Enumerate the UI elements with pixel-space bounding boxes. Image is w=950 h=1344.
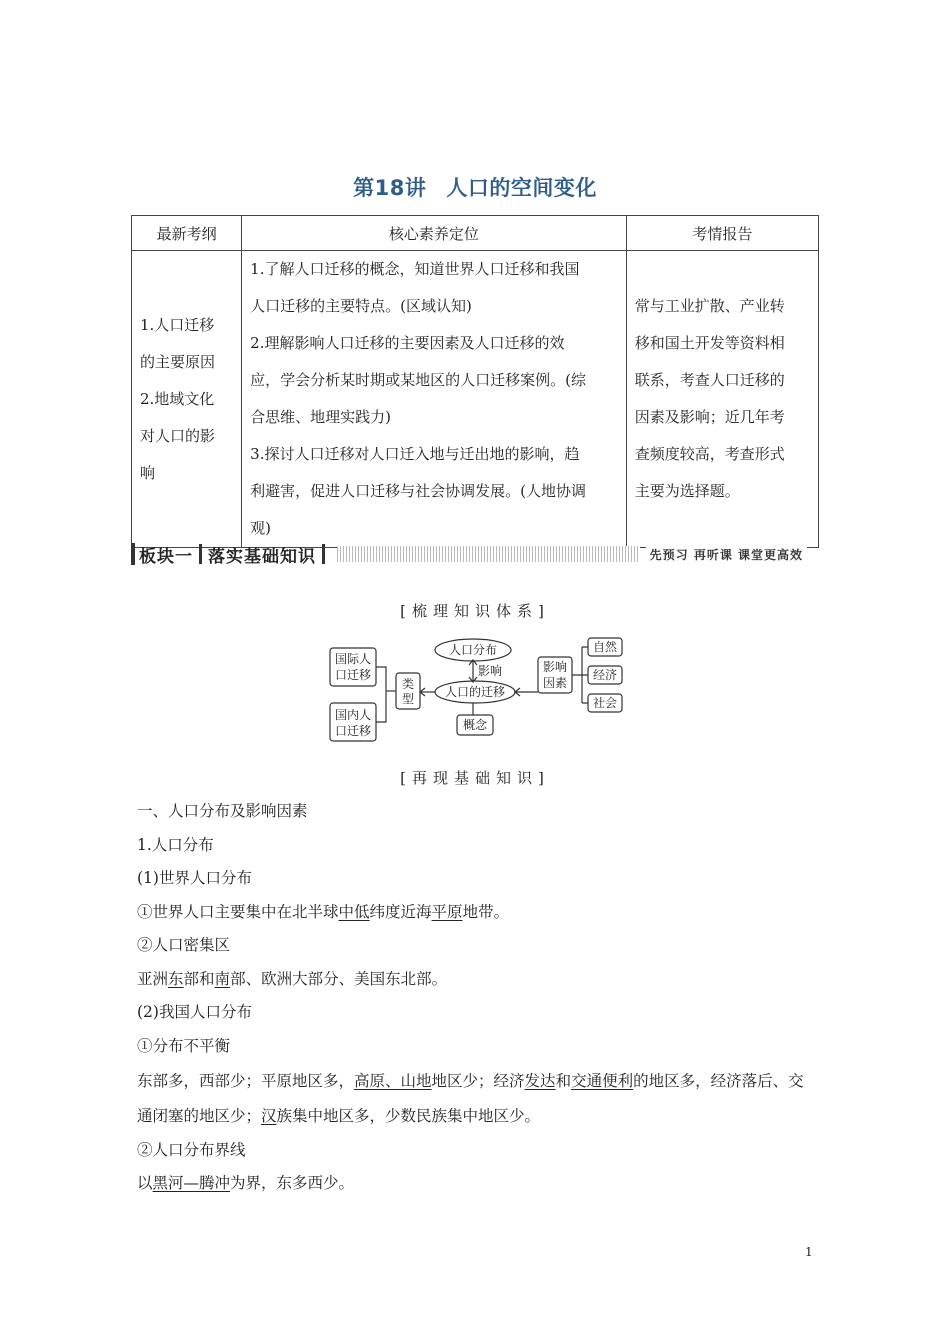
paragraph: [137, 963, 817, 997]
exam-outline-table: [131, 215, 819, 548]
diagram-label: 类: [401, 677, 415, 691]
banner-slogan: 先预习 再听课 课堂更高效: [646, 546, 807, 563]
paragraph: [137, 1100, 817, 1134]
cell-line: 人口迁移的主要特点。(区域认知): [250, 297, 472, 315]
paragraph: ②人口分布界线: [137, 1140, 246, 1159]
paragraph: ②人口密集区: [137, 936, 231, 954]
diagram-label: 经济: [592, 668, 618, 682]
table-row: [132, 251, 819, 548]
answer-span: 南: [214, 969, 231, 988]
body-content: [137, 795, 817, 1201]
section-heading-knowledge-system: [梳理知识体系]: [400, 602, 550, 620]
cell-line: 1.人口迁移: [140, 315, 215, 334]
header-cell: 核心素养定位: [242, 216, 627, 251]
text-span: ①世界人口主要集中在北半球: [137, 902, 339, 921]
text-span: 东部多，西部少；平原地区多，: [137, 1072, 355, 1090]
lecture-topic: 人口的空间变化: [446, 176, 597, 200]
heading-1: 一、人口分布及影响因素: [137, 802, 308, 820]
cell-line: 响: [140, 463, 156, 482]
cell-line: 因素及影响；近几年考: [634, 408, 785, 426]
cell-line: 2.地域文化: [140, 389, 215, 408]
cell-line: 利避害，促进人口迁移与社会协调发展。(人地协调: [250, 482, 587, 500]
answer-span: 高原、山地: [354, 1072, 432, 1090]
heading-3: (1)世界人口分布: [137, 869, 252, 887]
header-cell: 最新考纲: [132, 216, 242, 251]
text-span: 族集中地区多，少数民族集中地区少。: [276, 1107, 541, 1125]
diagram-label: 国内人: [334, 708, 372, 722]
banner-separator: [199, 544, 202, 564]
section-banner: [131, 541, 807, 567]
text-span: 部、欧洲大部分、美国东北部。: [230, 969, 448, 988]
cell-line: 应，学会分析某时期或某地区的人口迁移案例。(综: [250, 371, 587, 389]
cell-line: 对人口的影: [140, 426, 216, 445]
diagram-label: 因素: [542, 676, 568, 690]
cell-line: 联系，考查人口迁移的: [634, 371, 785, 389]
text-span: 部和: [183, 969, 215, 988]
text-span: 以: [137, 1174, 153, 1192]
diagram-label: 社会: [592, 696, 618, 710]
diagram-label: 人口分布: [448, 643, 498, 657]
text-span: 亚洲: [137, 969, 169, 988]
diagram-label: 人口的迁移: [444, 685, 506, 699]
text-span: 的地区多，经济落后、交: [633, 1072, 804, 1090]
answer-span: 发达: [524, 1072, 556, 1090]
bracket-line: [572, 647, 588, 703]
bracket-line: [376, 667, 386, 722]
text-span: 为界，东多西少。: [230, 1174, 355, 1192]
section-heading-basic-knowledge: [再现基础知识]: [400, 769, 550, 787]
cell-line: 3.探讨人口迁移对人口迁入地与迁出地的影响，趋: [250, 445, 580, 463]
outline-cell: [132, 251, 242, 548]
cell-line: 1.了解人口迁移的概念，知道世界人口迁移和我国: [250, 260, 580, 278]
diagram-label: 概念: [462, 718, 488, 732]
cell-line: 合思维、地理实践力): [250, 408, 392, 426]
paragraph: [137, 1167, 817, 1201]
paragraph: [137, 896, 817, 930]
diagram-label: 自然: [592, 640, 618, 654]
cell-line: 查频度较高，考查形式: [634, 445, 785, 463]
diagram-label: 国际人: [334, 652, 372, 666]
answer-span: 交通便利: [571, 1072, 634, 1090]
paragraph: ①分布不平衡: [137, 1036, 231, 1055]
banner-separator: [322, 544, 325, 564]
diagram-label: 口迁移: [334, 724, 372, 738]
knowledge-diagram: [320, 633, 630, 745]
literacy-cell: [242, 251, 627, 548]
lecture-number: 第18讲: [353, 176, 427, 200]
cell-line: 常与工业扩散、产业转: [634, 297, 785, 315]
diagram-label: 影响: [542, 660, 568, 674]
cell-line: 主要为选择题。: [634, 482, 740, 500]
page-title: [0, 172, 950, 202]
cell-line: 2.理解影响人口迁移的主要因素及人口迁移的效: [250, 334, 565, 352]
report-cell: [626, 251, 818, 548]
page-number: 1: [805, 1245, 813, 1259]
answer-span: 东: [168, 969, 184, 988]
cell-line: 移和国土开发等资料相: [634, 334, 785, 352]
banner-hatch: [337, 546, 640, 562]
diagram-label: 影响: [478, 664, 503, 678]
text-span: 纬度近海: [369, 902, 432, 921]
text-span: 地区少；经济: [431, 1072, 525, 1090]
cell-line: 的主要原因: [140, 352, 216, 371]
banner-title-b: 落实基础知识: [208, 546, 316, 567]
header-cell: 考情报告: [626, 216, 818, 251]
answer-span: 中低: [338, 902, 370, 921]
paragraph: (2)我国人口分布: [137, 1003, 252, 1021]
text-span: 通闭塞的地区少；: [137, 1107, 262, 1125]
text-span: 地带。: [462, 902, 510, 921]
answer-span: 平原: [431, 902, 463, 921]
banner-title-a: 板块一: [139, 546, 193, 567]
heading-2: 1.人口分布: [137, 835, 214, 854]
cell-line: 观): [250, 519, 272, 537]
table-header-row: [132, 216, 819, 251]
diagram-label: 型: [401, 692, 415, 706]
diagram-label: 口迁移: [334, 668, 372, 682]
banner-bar: [131, 543, 135, 565]
text-span: 和: [555, 1072, 572, 1090]
answer-span: 黑河—腾冲: [152, 1174, 231, 1192]
paragraph: [137, 1063, 817, 1100]
answer-span: 汉: [261, 1107, 277, 1125]
